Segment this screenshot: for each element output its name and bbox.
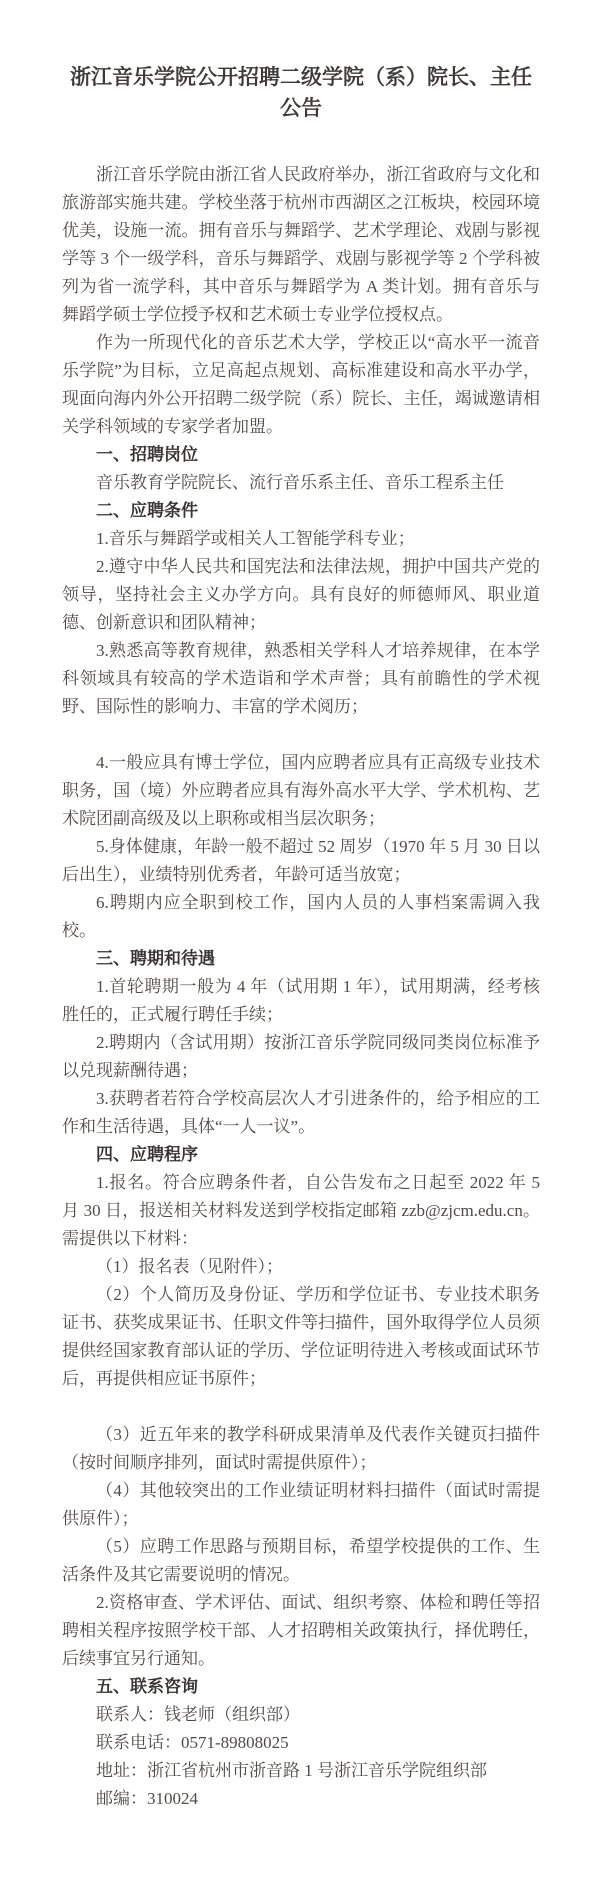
paragraph: 2.资格审查、学术评估、面试、组织考察、体检和聘任等招聘相关程序按照学校干部、人才招聘相关政策执行，择优聘任，后续事宜另行通知。 — [62, 1593, 540, 1668]
paragraph: （4）其他较突出的工作业绩证明材料扫描件（面试时需提供原件）； — [62, 1481, 540, 1528]
section-heading: 一、招聘岗位 — [96, 445, 198, 464]
paragraph: 联系电话：0571-89808025 — [96, 1733, 289, 1752]
paragraph: 邮编：310024 — [96, 1789, 198, 1808]
section-heading: 五、联系咨询 — [96, 1677, 198, 1696]
paragraph: （5）应聘工作思路与预期目标，希望学校提供的工作、生活条件及其它需要说明的情况。 — [62, 1537, 540, 1584]
paragraph: 3.熟悉高等教育规律，熟悉相关学科人才培养规律，在本学科领域具有较高的学术造诣和学术声誉；具有前瞻性的学术视野、国际性的影响力、丰富的学术阅历； — [62, 641, 540, 716]
paragraph: 音乐教育学院院长、流行音乐系主任、音乐工程系主任 — [96, 473, 504, 492]
document-body — [62, 161, 540, 1813]
paragraph: （1）报名表（见附件）； — [96, 1257, 283, 1276]
paragraph: 联系人：钱老师（组织部） — [96, 1705, 300, 1724]
document-title: 浙江音乐学院公开招聘二级学院（系）院长、主任公告 — [70, 65, 532, 120]
paragraph: （2）个人简历及身份证、学历和学位证书、专业技术职务证书、获奖成果证书、任职文件等扫描件，国外取得学位人员须提供经国家教育部认证的学历、学位证明待进入考核或面试环节后，再提供相应证书原件； — [62, 1285, 540, 1388]
paragraph: 2.聘期内（含试用期）按浙江音乐学院同级同类岗位标准予以兑现薪酬待遇； — [62, 1033, 540, 1080]
paragraph: 2.遵守中华人民共和国宪法和法律法规，拥护中国共产党的领导，坚持社会主义办学方向。具有良好的师德师风、职业道德、创新意识和团队精神； — [62, 557, 540, 632]
blank-line — [62, 721, 540, 749]
paragraph: 4.一般应具有博士学位，国内应聘者应具有正高级专业技术职务，国（境）外应聘者应具有海外高水平大学、学术机构、艺术院团副高级及以上职称或相当层次职务； — [62, 753, 540, 828]
blank-line — [62, 1393, 540, 1421]
paragraph: 1.音乐与舞蹈学或相关人工智能学科专业； — [96, 529, 415, 548]
paragraph: 浙江音乐学院由浙江省人民政府举办，浙江省政府与文化和旅游部实施共建。学校坐落于杭州市西湖区之江板块，校园环境优美，设施一流。拥有音乐与舞蹈学、艺术学理论、戏剧与影视学等 3 个一级学科，音乐与舞蹈学、戏剧与影视学等 2 个学科被列为省一流学科，其中音乐与舞蹈学为 A 类计划。拥有音乐与舞蹈学硕士学位授予权和艺术硕士专业学位授权点。 — [62, 165, 540, 324]
paragraph: 1.首轮聘期一般为 4 年（试用期 1 年），试用期满，经考核胜任的，正式履行聘任手续； — [62, 977, 540, 1024]
paragraph: 6.聘期内应全职到校工作，国内人员的人事档案需调入我校。 — [62, 893, 540, 940]
paragraph: 5.身体健康，年龄一般不超过 52 周岁（1970 年 5 月 30 日以后出生），业绩特别优秀者，年龄可适当放宽； — [62, 837, 540, 884]
paragraph: 作为一所现代化的音乐艺术大学，学校正以“高水平一流音乐学院”为目标，立足高起点规划、高标准建设和高水平办学，现面向海内外公开招聘二级学院（系）院长、主任，竭诚邀请相关学科领域的专家学者加盟。 — [62, 333, 540, 436]
section-heading: 三、聘期和待遇 — [96, 949, 215, 968]
section-heading: 四、应聘程序 — [96, 1145, 198, 1164]
paragraph: 1.报名。符合应聘条件者，自公告发布之日起至 2022 年 5 月 30 日，报送相关材料发送到学校指定邮箱 zzb@zjcm.edu.cn。需提供以下材料： — [62, 1173, 540, 1248]
paragraph: 3.获聘者若符合学校高层次人才引进条件的，给予相应的工作和生活待遇，具体“一人一议”。 — [62, 1089, 540, 1136]
paragraph: 地址：浙江省杭州市浙音路 1 号浙江音乐学院组织部 — [96, 1761, 487, 1780]
paragraph: （3）近五年来的教学科研成果清单及代表作关键页扫描件（按时间顺序排列，面试时需提供原件）； — [62, 1425, 540, 1472]
section-heading: 二、应聘条件 — [96, 501, 198, 520]
